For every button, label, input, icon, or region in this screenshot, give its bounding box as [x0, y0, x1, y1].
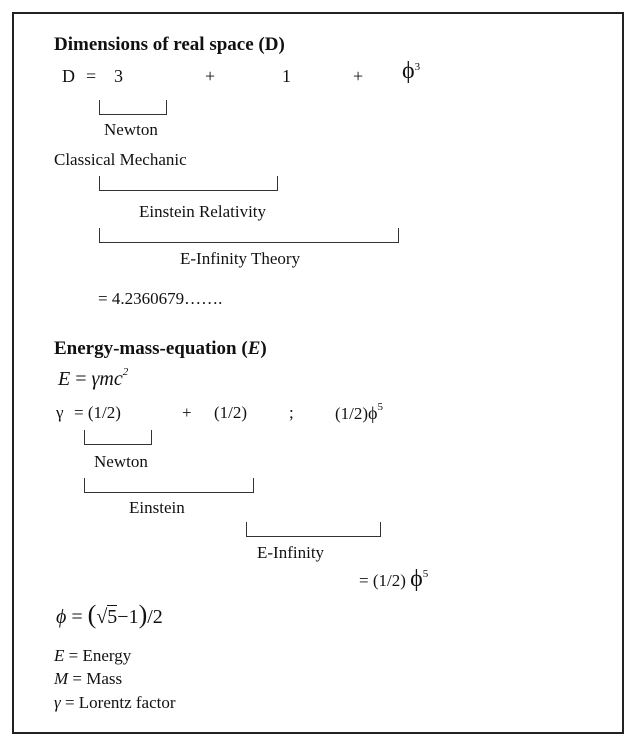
gamma-semicolon: ;	[289, 403, 294, 422]
eq-gamma: γ	[91, 368, 100, 390]
bracket-newton-2	[84, 430, 152, 445]
gamma-plus: +	[182, 403, 192, 422]
legend-symbol: E	[54, 646, 65, 665]
phi-def-minus-one: −1	[117, 606, 139, 628]
legend-mass	[54, 669, 122, 689]
label-newton: Newton	[104, 120, 158, 139]
legend-text: = Energy	[64, 646, 132, 665]
gamma-eq-half: = (1/2)	[74, 403, 121, 422]
phi-symbol: ϕ	[368, 403, 378, 423]
legend-text: = Mass	[68, 669, 123, 688]
label-einstein: Einstein	[129, 498, 185, 517]
half-text: (1/2)	[335, 404, 369, 423]
section-heading-dimensions: Dimensions of real space (D)	[54, 34, 285, 55]
label-e-infinity-theory: E-Infinity Theory	[180, 249, 301, 268]
label-classical-mechanic: Classical Mechanic	[54, 150, 187, 169]
heading-variable-e: E	[247, 338, 261, 359]
equation-d-equals: =	[86, 66, 97, 86]
gamma-half-2: (1/2)	[214, 403, 248, 422]
result-dimension-value: = 4.2360679…….	[98, 289, 223, 308]
phi-exponent: 3	[414, 60, 421, 73]
equation-d-term-3: 3	[114, 66, 123, 86]
equation-e-gamma-mc2	[58, 368, 128, 391]
legend-symbol: M	[54, 669, 69, 688]
label-newton-2: Newton	[94, 452, 148, 471]
equation-d-plus-2: +	[353, 66, 364, 86]
heading-text: Energy-mass-equation (	[54, 338, 248, 359]
eq-equals: =	[75, 368, 87, 390]
bracket-einstein	[84, 478, 254, 493]
equation-d-lhs: D	[62, 66, 75, 86]
eq-exp-2: 2	[122, 366, 129, 379]
phi-def-equals: =	[71, 606, 83, 628]
sqrt-symbol: √	[96, 606, 108, 628]
gamma-half-phi5	[335, 403, 383, 424]
eq-mc: mc	[99, 368, 123, 390]
phi-def-paren-open: (	[87, 600, 97, 629]
phi-symbol: ϕ	[402, 58, 415, 84]
label-e-infinity: E-Infinity	[257, 543, 325, 562]
equation-d-phi-cubed	[402, 58, 420, 85]
phi-def-paren-close: )	[138, 600, 148, 629]
heading-close: )	[260, 338, 267, 359]
result-phi-exponent: 5	[422, 568, 429, 581]
bracket-e-infinity-theory	[99, 228, 399, 243]
equation-d-plus-1: +	[205, 66, 216, 86]
gamma-symbol: γ	[56, 403, 64, 422]
bracket-e-infinity	[246, 522, 381, 537]
sqrt-radicand: 5	[107, 606, 118, 628]
phi-exponent: 5	[377, 401, 384, 414]
phi-definition	[56, 600, 163, 630]
label-einstein-relativity: Einstein Relativity	[139, 202, 267, 221]
bracket-newton	[99, 100, 167, 115]
eq-e: E	[58, 368, 71, 390]
result-phi: ϕ	[410, 566, 423, 592]
legend-energy	[54, 646, 131, 666]
legend-text: = Lorentz factor	[60, 693, 176, 712]
legend-lorentz	[54, 693, 176, 713]
bracket-einstein-relativity	[99, 176, 278, 191]
result-half-phi5	[359, 566, 428, 593]
phi-def-symbol: ϕ	[56, 606, 67, 628]
equation-d-term-1: 1	[282, 66, 291, 86]
phi-def-over-two: /2	[147, 606, 163, 628]
result-half: = (1/2)	[359, 571, 406, 590]
section-heading-energy-mass	[54, 338, 267, 360]
legend-symbol: γ	[54, 693, 61, 712]
